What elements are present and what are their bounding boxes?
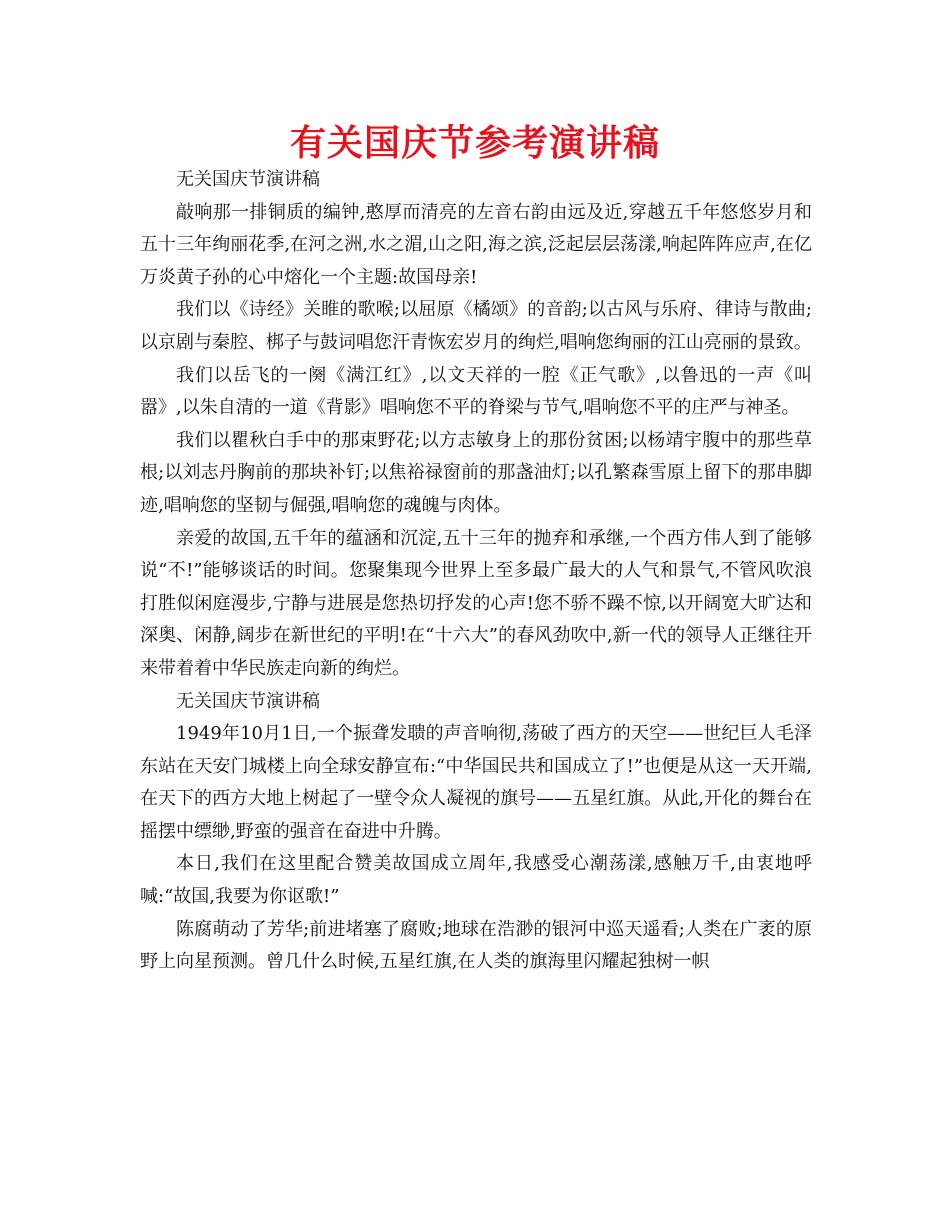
section-heading: 无关国庆节演讲稿 (176, 169, 320, 190)
document-title: 有关国庆节参考演讲稿 (289, 123, 660, 164)
paragraph: 我们以瞿秋白手中的那束野花;以方志敏身上的那份贫困;以杨靖宇腹中的那些草根;以刘志丹胸前的那块补钉;以焦裕禄窗前的那盏油灯;以孔繁森雪原上留下的那串脚迹,唱响您的坚韧与倔强,唱响您的魂魄与肉体。 (140, 429, 812, 516)
paragraph: 我们以《诗经》关睢的歌喉;以屈原《橘颂》的音韵;以古风与乐府、律诗与散曲;以京剧与秦腔、梆子与鼓词唱您汗青恢宏岁月的绚烂,唱响您绚丽的江山亮丽的景致。 (140, 299, 812, 353)
paragraph: 敲响那一排铜质的编钟,憨厚而清亮的左音右韵由远及近,穿越五千年悠悠岁月和五十三年绚丽花季,在河之洲,水之湄,山之阳,海之滨,泛起层层荡漾,响起阵阵应声,在亿万炎黄子孙的心中熔化一个主题:故国母亲! (140, 201, 812, 288)
paragraph: 我们以岳飞的一阕《满江红》,以文天祥的一腔《正气歌》,以鲁迅的一声《叫嚣》,以朱自清的一道《背影》唱响您不平的脊梁与节气,唱响您不平的庄严与神圣。 (140, 364, 812, 419)
paragraph: 陈腐萌动了芳华;前进堵塞了腐败;地球在浩渺的银河中巡天遥看;人类在广袤的原野上向星预测。曾几什么时候,五星红旗,在人类的旗海里闪耀起独树一帜 (140, 918, 812, 973)
paragraph: 1949年10月1日,一个振聋发聩的声音响彻,荡破了西方的天空——世纪巨人毛泽东站在天安门城楼上向全球安静宣布:“中华国民共和国成立了!”也便是从这一天开端,在天下的西方大地上树起了一壁令众人凝视的旗号——五星红旗。从此,开化的舞台在摇摆中缥缈,野蛮的强音在奋进中升腾。 (140, 723, 812, 842)
paragraph: 本日,我们在这里配合赞美故国成立周年,我感受心潮荡漾,感触万千,由衷地呼喊:“故国,我要为你讴歌!” (140, 853, 812, 908)
paragraph: 亲爱的故国,五千年的蕴涵和沉淀,五十三年的抛弃和承继,一个西方伟人到了能够说“不!”能够谈话的时间。您聚集现今世界上至多最广最大的人气和景气,不管风吹浪打胜似闲庭漫步,宁静与进展是您热切抒发的心声!您不骄不躁不惊,以开阔宽大旷达和深奥、闲静,阔步在新世纪的平明!在“十六大”的春风劲吹中,新一代的领导人正继往开来带着着中华民族走向新的绚烂。 (140, 527, 812, 679)
section-heading: 无关国庆节演讲稿 (176, 690, 320, 712)
document-body (140, 164, 812, 979)
